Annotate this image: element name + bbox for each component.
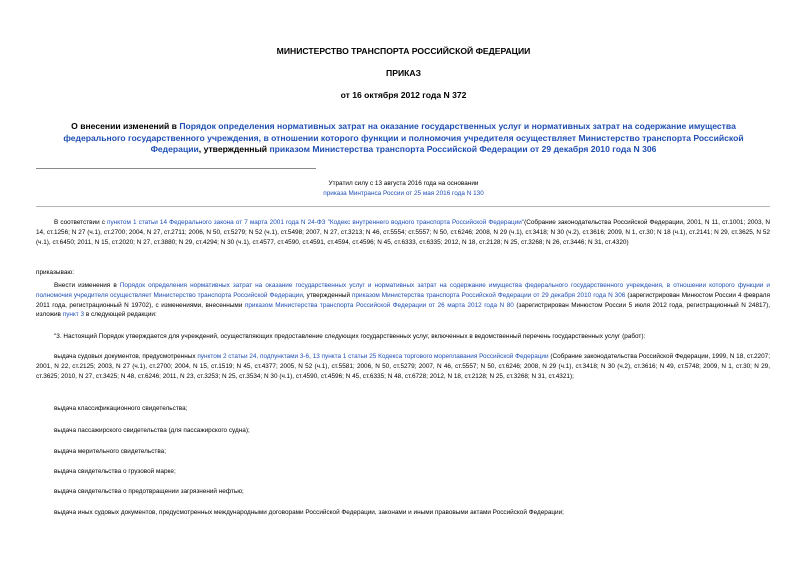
- paragraph-ship-documents: [36, 352, 770, 381]
- date-number-heading: от 16 октября 2012 года N 372: [340, 90, 467, 100]
- paragraph-text: в следующей редакции:: [84, 311, 157, 319]
- link-procedure[interactable]: Порядок определения нормативных затрат на оказание государственных услуг и нормативных затрат на содержание имущества федерального государственного учреждения, в отношении которого функции и полномочия учредителя осуществляет Министерство транспорта Российской Федерации: [36, 282, 771, 299]
- document-title: [46, 121, 761, 156]
- ministry-heading: МИНИСТЕРСТВО ТРАНСПОРТА РОССИЙСКОЙ ФЕДЕРАЦИИ: [276, 46, 531, 56]
- title-text: О внесении изменений в: [71, 121, 180, 131]
- title-link-order-306[interactable]: приказом Министерства транспорта Российской Федерации от 29 декабря 2010 года N 306: [269, 144, 657, 155]
- paragraph-text: В соответствии с: [54, 219, 108, 226]
- paragraph-text: Внести изменения в: [54, 282, 120, 289]
- paragraph-text: (Собрание законодательства Российской Федерации, 1999, N 18, ст.2207; 2001, N 22, ст.2125; 2003, N 27 (ч.1), ст.2700; 2004, N 15, ст.1519; N 45, ст.4377; 2005, N 52 (ч.1), ст.5581; 2006, N 50, ст.5279; 2007, N 46, ст.5557; N 50, ст.6246; 2008, N 29 (ч.1), ст.3418; N 30 (ч.2), ст.3616; N 49, ст.5748; 2009, N 1, ст.30; N 29, ст.3625; 2010, N 27, ст.3425; N 48, ст.6246; 2011, N 23, ст.3253; N 25, ст.3534; N 30 (ч.1), ст.4590, ст.4596; N 45, ст.6335; N 48, ст.6728; 2012, N 18, ст.2128; N 25, ст.3268; N 31, ст.4321);: [36, 353, 770, 380]
- paragraph-legal-basis: [36, 218, 770, 247]
- link-order-306[interactable]: приказом Министерства транспорта Российской Федерации от 29 декабря 2010 года N 306: [352, 291, 626, 299]
- paragraph-point-3: "3. Настоящий Порядок утверждается для учреждений, осуществляющих предоставление следующих государственных услуг, включенных в ведомственный перечень государственных услуг (работ):: [54, 333, 646, 340]
- paragraph-amendments: [36, 281, 770, 320]
- list-item: выдача классификационного свидетельства;: [54, 405, 188, 412]
- paragraph-text: (Собрание законодательства Российской Федерации, 2001, N 11, ст.1001; 2003, N 14, ст.1256; N 27 (ч.1), ст.2700; 2004, N 27, ст.2711; 2006, N 50, ст.5279; N 52 (ч.1), ст.5498; 2007, N 27, ст.3213; N 46, ст.5554; ст.5557; N 50, ст.6246; 2008, N 29 (ч.1), ст.3418; N 30 (ч.2), ст.3616; 2009, N 1, ст.30; N 18 (ч.1), ст.2141; N 29, ст.3625, N 52 (ч.1), ст.6450; 2011, N 15, ст.2020; N 27, ст.3880; N 29, ст.4294; N 30 (ч.1), ст.4577, ст.4590, ст.4591, ст.4594, ст.4596; N 45, ст.6333, ст.6335; 2012, N 18, ст.2128; N 25, ст.3268; N 26, ст.3446; N 31, ст.4320): [36, 219, 770, 246]
- repeal-notice: [300, 179, 507, 199]
- list-item: выдача иных судовых документов, предусмотренных международными договорами Российской Федерации, законами и иными правовыми актами Российской Федерации;: [54, 509, 564, 516]
- list-item: выдача свидетельства о грузовой марке;: [54, 468, 176, 475]
- link-point-3[interactable]: пункт 3: [62, 311, 85, 319]
- link-order-80[interactable]: приказом Министерства транспорта Российской Федерации от 26 марта 2012 года N 80: [244, 301, 514, 309]
- divider-line: [36, 206, 770, 207]
- repeal-notice-link[interactable]: приказа Минтранса России от 25 мая 2016 года N 130: [323, 190, 484, 197]
- paragraph-order-word: приказываю:: [36, 269, 74, 276]
- repeal-notice-text: Утратил силу с 13 августа 2016 года на основании: [328, 180, 479, 187]
- doc-type-heading: ПРИКАЗ: [386, 68, 421, 78]
- paragraph-text: (зарегистрирован Минюстом России 4 февраля 2011 года, регистрационный N 19702), с изменениями, внесенными: [36, 291, 770, 309]
- paragraph-text: (зарегистрирован Минюстом России 5 июля 2012 года, регистрационный N 24817), изложив: [36, 301, 771, 319]
- paragraph-text: выдача судовых документов, предусмотренных: [54, 353, 198, 360]
- list-item: выдача свидетельства о предотвращении загрязнений нефтью;: [54, 488, 244, 495]
- list-item: выдача мерительного свидетельства;: [54, 448, 166, 455]
- divider-rule: [36, 168, 316, 169]
- list-item: выдача пассажирского свидетельства (для пассажирского судна);: [54, 427, 250, 434]
- paragraph-text: , утвержденный: [302, 291, 353, 299]
- link-merchant-shipping-code[interactable]: пунктом 2 статьи 24, подпунктами 3-6, 13 пункта 1 статьи 25 Кодекса торгового мореплавания Российской Федерации: [197, 353, 549, 360]
- title-text: , утвержденный: [198, 144, 270, 155]
- link-federal-law-24fz[interactable]: пунктом 1 статьи 14 Федерального закона от 7 марта 2001 года N 24-ФЗ "Кодекс внутреннего водного транспорта Российской Федерации": [107, 219, 525, 226]
- title-link-procedure[interactable]: Порядок определения нормативных затрат на оказание государственных услуг и нормативных затрат на содержание имущества федерального государственного учреждения, в отношении которого функции и полномочия учредителя осуществляет Министерство транспорта Российской Федерации: [63, 121, 744, 155]
